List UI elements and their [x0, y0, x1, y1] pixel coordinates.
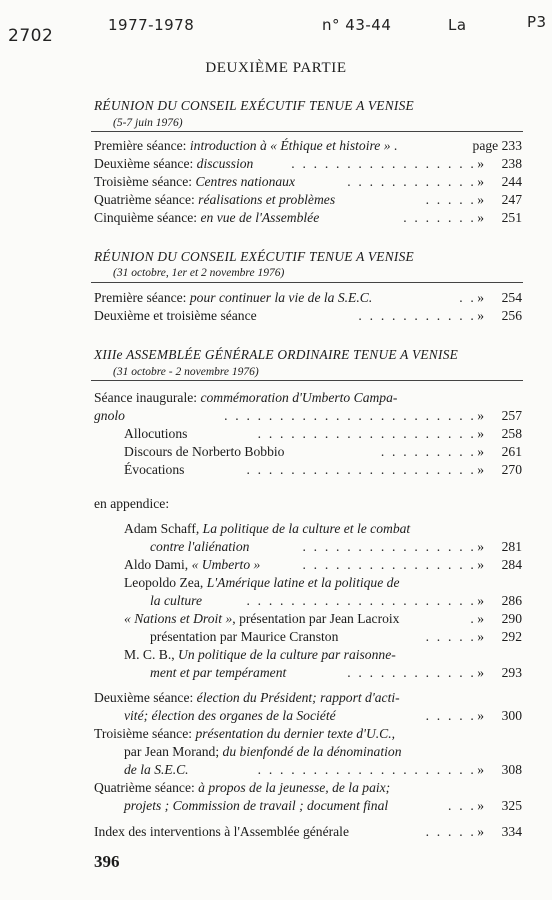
toc-entry: Deuxième séance: élection du Président; rapport d'acti-: [94, 690, 400, 705]
toc-entry: Troisième séance: présentation du dernier texte d'U.C.,: [94, 726, 396, 741]
toc-entry: présentation par Maurice Cranston . . . . . » 292: [150, 629, 522, 644]
toc-entry: Troisième séance: Centres nationaux . . . . . . . . . . . . » 244: [94, 174, 522, 189]
toc-entry: Aldo Dami, « Umberto » . . . . . . . . . . . . . . . . » 284: [124, 557, 522, 572]
toc-entry: Allocutions . . . . . . . . . . . . . . . . . . . . » 258: [124, 426, 522, 441]
toc-entry: Adam Schaff, La politique de la culture et le combat: [124, 521, 411, 536]
handwritten-note: La: [448, 16, 467, 34]
toc-entry: Quatrième séance: réalisations et problèmes . . . . . » 247: [94, 192, 522, 207]
toc-entry: Index des interventions à l'Assemblée générale . . . . . » 334: [94, 824, 522, 839]
toc-entry: contre l'aliénation . . . . . . . . . . . . . . . . » 281: [150, 539, 522, 554]
section-heading: XIIIe ASSEMBLÉE GÉNÉRALE ORDINAIRE TENUE A VENISE: [94, 347, 459, 362]
section-date: (31 octobre - 2 novembre 1976): [113, 366, 259, 378]
appendix-label: en appendice:: [94, 496, 170, 511]
toc-entry: Première séance: pour continuer la vie de la S.E.C. . . » 254: [94, 290, 522, 305]
section-rule: [91, 131, 523, 132]
toc-entry: Deuxième séance: discussion . . . . . . . . . . . . . . . . . » 238: [94, 156, 522, 171]
toc-entry: Leopoldo Zea, L'Amérique latine et la politique de: [124, 575, 400, 590]
handwritten-note: 1977-1978: [108, 16, 195, 34]
section-date: (5-7 juin 1976): [113, 117, 183, 129]
toc-entry: Cinquième séance: en vue de l'Assemblée . . . . . . . » 251: [94, 210, 522, 225]
section-rule: [91, 282, 523, 283]
toc-entry: la culture . . . . . . . . . . . . . . . . . . . . . » 286: [150, 593, 522, 608]
toc-entry: ment et par tempérament . . . . . . . . . . . . » 293: [150, 665, 522, 680]
handwritten-note: n° 43-44: [322, 16, 392, 34]
toc-entry: de la S.E.C. . . . . . . . . . . . . . . . . . . . . » 308: [124, 762, 522, 777]
toc-entry: vité; élection des organes de la Société . . . . . » 300: [124, 708, 522, 723]
section-heading: RÉUNION DU CONSEIL EXÉCUTIF TENUE A VENISE: [94, 98, 414, 113]
toc-entry: Deuxième et troisième séance . . . . . . . . . . . » 256: [94, 308, 522, 323]
toc-entry: « Nations et Droit », présentation par Jean Lacroix . » 290: [124, 611, 522, 626]
toc-entry: Quatrième séance: à propos de la jeunesse, de la paix;: [94, 780, 391, 795]
part-title: DEUXIÈME PARTIE: [205, 60, 347, 76]
toc-entry: Première séance: introduction à « Éthique et histoire » . page 233: [94, 138, 522, 153]
toc-entry: M. C. B., Un politique de la culture par raisonne-: [124, 647, 396, 662]
toc-entry: projets ; Commission de travail ; document final . . . » 325: [124, 798, 522, 813]
toc-entry: Évocations . . . . . . . . . . . . . . . . . . . . . » 270: [124, 462, 522, 477]
handwritten-note: 2702: [8, 26, 54, 46]
section-heading: RÉUNION DU CONSEIL EXÉCUTIF TENUE A VENISE: [94, 249, 414, 264]
toc-entry: Discours de Norberto Bobbio . . . . . . . . . » 261: [124, 444, 522, 459]
section-rule: [91, 380, 523, 381]
toc-entry: gnolo . . . . . . . . . . . . . . . . . . . . . . . » 257: [94, 408, 522, 423]
toc-entry: Séance inaugurale: commémoration d'Umberto Campa-: [94, 390, 398, 405]
toc-entry: par Jean Morand; du bienfondé de la dénomination: [124, 744, 402, 759]
section-date: (31 octobre, 1er et 2 novembre 1976): [113, 267, 285, 279]
handwritten-note: P3: [527, 13, 547, 31]
page-number: 396: [94, 852, 120, 871]
